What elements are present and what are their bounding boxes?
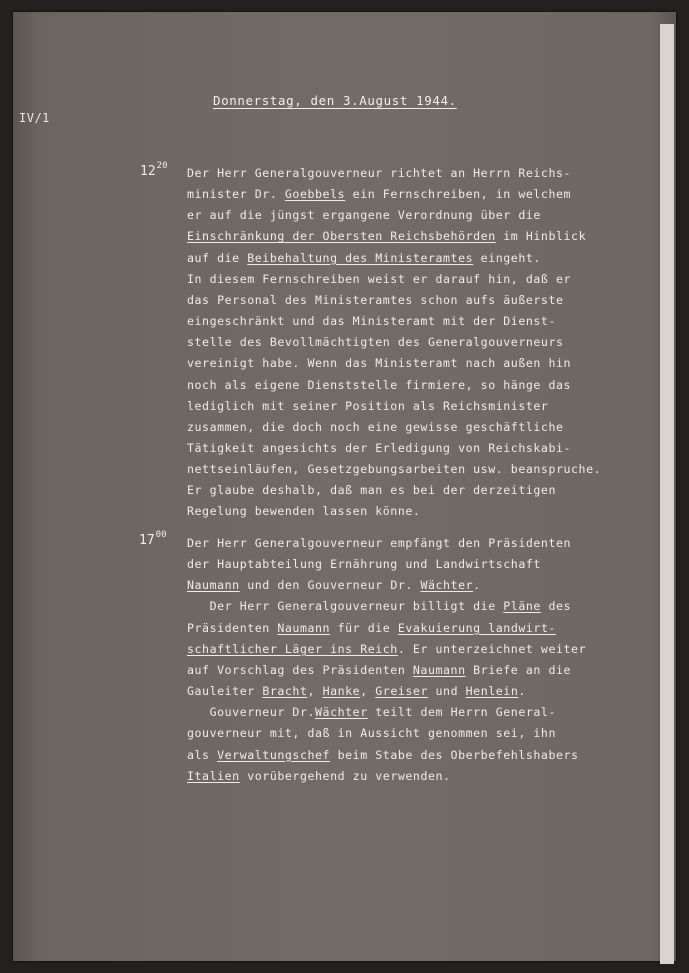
underlined-term: Naumann [187,578,240,593]
entry-text-line: lediglich mit seiner Position als Reichsminister [187,398,549,413]
entry-text-line: Regelung bewenden lassen könne. [187,504,421,519]
entry-text-line: Gouverneur Dr.Wächter teilt dem Herrn General- [187,705,556,720]
underlined-term: Naumann [277,620,331,635]
underlined-term: Goebbels [284,187,346,202]
entry-text-line: Einschränkung der Obersten Reichsbehörden im Hinblick [187,229,587,244]
entry-text-line: noch als eigene Dienststelle firmiere, so hänge das [187,377,572,392]
entry-text-line: stelle des Bevollmächtigten des Generalgouverneurs [187,335,564,350]
entry-text-line: er auf die jüngst ergangene Verordnung über die [187,208,541,223]
entry-text-line: Präsidenten Naumann für die Evakuierung landwirt- [187,620,557,635]
entry-text-line: vereinigt habe. Wenn das Ministeramt nach außen hin [187,356,572,371]
entry-text-line: Der Herr Generalgouverneur empfängt den Präsidenten [187,536,572,550]
entry-time-minutes: 20 [156,161,168,171]
entry-text-line: Italien vorübergehend zu verwenden. [187,768,451,783]
underlined-term: Wächter [420,578,474,593]
entry-time-1 [140,161,168,179]
entry-text-line: das Personal des Ministeramtes schon aufs äußerste [187,292,564,307]
underlined-term: Verwaltungschef [217,747,331,762]
entry-text-line: nettseinläufen, Gesetzgebungsarbeiten usw. beanspruche. [187,462,602,477]
entry-time-2 [139,530,167,548]
underlined-term: Naumann [412,662,466,677]
entry-time-hour: 12 [140,164,156,179]
entry-text-line: auf die Beibehaltung des Ministeramtes eingeht. [187,250,541,265]
entry-time-hour: 17 [139,533,155,548]
entry-text-line: auf Vorschlag des Präsidenten Naumann Briefe an die [187,662,572,677]
underlined-term: Hanke [322,684,361,699]
folio-number: IV/1 [19,111,50,125]
entry-text-line: gouverneur mit, daß in Aussicht genommen sei, ihn [187,726,556,741]
underlined-term: Italien [187,768,240,783]
entry-text-line: als Verwaltungschef beim Stabe des Oberbefehlshabers [187,747,579,762]
underlined-term: Bracht [262,684,308,699]
entry-time-minutes: 00 [155,530,167,540]
entry-text-line: zusammen, die doch noch eine gewisse geschäftliche [187,419,564,434]
entry-text-line: In diesem Fernschreiben weist er darauf hin, daß er [187,271,572,286]
entry-text-line: Er glaube deshalb, daß man es bei der derzeitigen [187,483,556,498]
entry-text-line: Der Herr Generalgouverneur billigt die Pläne des [187,599,572,614]
page-edge [660,24,674,964]
entry-text-line: eingeschränkt und das Ministeramt mit der Dienst- [187,314,556,329]
entry-text-line: der Hauptabteilung Ernährung und Landwirtschaft [187,557,541,572]
entry-text-line: Naumann und den Gouverneur Dr. Wächter. [187,578,481,593]
entry-text-line: Gauleiter Bracht, Hanke, Greiser und Henlein. [187,684,526,699]
underlined-term: Pläne [503,599,541,614]
underlined-term: Einschränkung der Obersten Reichsbehörden [187,229,496,244]
underlined-term: Wächter [315,705,368,720]
entry-text-line: Der Herr Generalgouverneur richtet an Herrn Reichs- [187,166,572,180]
underlined-term: Henlein [465,684,519,699]
entry-text-line: minister Dr. Goebbels ein Fernschreiben, in welchem [187,187,572,202]
underlined-term: Evakuierung landwirt- [397,620,557,635]
entry-text-line: schaftlicher Läger ins Reich. Er unterzeichnet weiter [187,641,587,656]
underlined-term: schaftlicher Läger ins Reich [187,641,398,656]
underlined-term: Greiser [375,684,428,699]
date-heading: Donnerstag, den 3.August 1944. [213,93,457,108]
underlined-term: Beibehaltung des Ministeramtes [247,250,474,265]
entry-text-line: Tätigkeit angesichts der Erledigung von Reichskabi- [187,440,572,455]
